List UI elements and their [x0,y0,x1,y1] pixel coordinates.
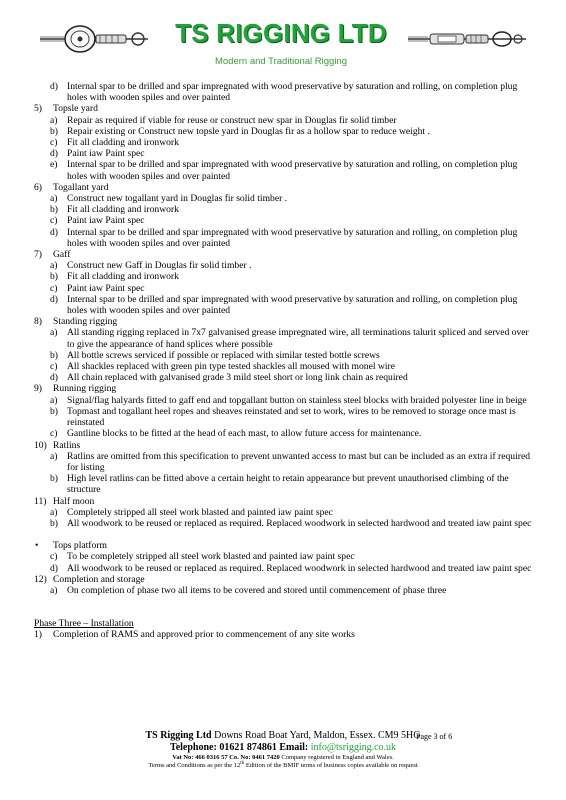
item-marker: b) [50,473,58,485]
section-heading [34,440,532,451]
bullet-marker: • [35,540,39,552]
item-text: Repair existing or Construct new topsle yard in Douglas fir as a hollow spar to reduce weight . [67,125,430,137]
item-text: Ratlins are omitted from this specification to prevent unwanted access to mast but can be included as an extra if required for listing [67,450,531,473]
list-item [34,204,532,215]
section-heading [34,574,532,585]
list-item [34,473,532,495]
item-text: Paint iaw Paint spec [67,282,145,294]
section-title: Ratlins [53,439,81,451]
item-text: All shackles replaced with green pin type tested shackles all moused with monel wire [67,361,395,373]
list-item [34,361,532,372]
item-text: Completely stripped all steel work blasted and painted iaw paint spec [67,506,333,518]
list-item [34,126,532,137]
section-heading [34,383,532,394]
item-text: Fit all cladding and ironwork [67,271,179,283]
list-item [34,395,532,406]
list-item [34,406,532,428]
item-marker: d) [50,226,58,238]
item-text: High level ratlins can be fitted above a certain height to retain appearance but prevent unauthorised climbing of the structure [67,473,509,496]
item-marker: a) [50,260,58,272]
item-marker: a) [50,114,58,126]
item-marker: a) [50,394,58,406]
item-marker: a) [50,327,58,339]
list-item [34,350,532,361]
section-title: Gaff [53,249,71,261]
specification-list [34,81,532,641]
bullet-heading [34,540,532,551]
item-text: Signal/flag halyards fitted to gaff end and topgallant button on stainless steel blocks with braided polyester line in beige [67,394,527,406]
item-text: To be completely stripped all steel work blasted and painted iaw paint spec [67,551,355,563]
section-number: 12) [34,573,47,585]
section-heading [34,182,532,193]
section-number: 8) [34,316,42,328]
item-marker: e) [50,159,58,171]
rigging-block-icon [40,24,148,54]
item-text: All woodwork to be reused or replaced as required. Replaced woodwork in selected hardwood and treated iaw paint spec [67,562,532,574]
item-marker: d) [50,293,58,305]
company-tagline: Modern and Traditional Rigging [214,56,348,67]
item-marker: c) [50,137,58,149]
item-text: Repair as required if viable for reuse or construct new spar in Douglas fir solid timber [67,114,397,126]
item-text: Paint iaw Paint spec [67,148,145,160]
footer-contact-line [0,742,566,754]
item-text: All woodwork to be reused or replaced as required. Replaced woodwork in selected hardwood and treated iaw paint spec [67,517,532,529]
item-marker: c) [50,428,58,440]
item-marker: b) [50,125,58,137]
item-text: Internal spar to be drilled and spar impregnated with wood preservative by saturation and rolling, on completion plug holes with wooden spiles and over painted [67,159,518,182]
list-item [34,271,532,282]
phase-heading [34,618,532,629]
spacer [34,607,532,618]
item-marker: b) [50,405,58,417]
section-heading [34,629,532,640]
section-heading [34,103,532,114]
email-link[interactable]: info@tsrigging.co.uk [310,742,397,753]
item-marker: d) [50,81,58,92]
list-item [34,585,532,596]
item-marker: c) [50,282,58,294]
section-title: Togallant yard [53,181,109,193]
section-number: 6) [34,181,42,193]
item-text: Internal spar to be drilled and spar impregnated with wood preservative by saturation and rolling, on completion plug holes with wooden spiles and over painted [67,81,518,104]
item-text: Topmast and togallant heel ropes and sheaves reinstated and set to work, wires to be removed to storage once mast is reinstated [67,405,516,429]
list-item [34,372,532,383]
list-item [34,507,532,518]
section-number: 5) [34,103,42,115]
list-item [34,159,532,181]
item-text: Fit all cladding and ironwork [67,204,179,216]
item-marker: c) [50,551,58,563]
spacer [34,529,532,540]
item-marker: d) [50,372,58,384]
section-heading [34,249,532,260]
item-text: All chain replaced with galvanised grade 3 mild steel short or long link chain as required [67,372,408,384]
page-footer [0,730,566,770]
list-item [34,81,532,103]
list-item [34,260,532,271]
footer-terms-line [0,762,566,770]
item-marker: a) [50,584,58,596]
item-text: Construct new togallant yard in Douglas fir solid timber . [67,193,288,205]
item-marker: a) [50,450,58,462]
list-item [34,193,532,204]
list-item [34,115,532,126]
footer-address-line [0,730,566,742]
section-title: Completion and storage [53,573,145,585]
registration-text: Company registered in England and Wales. [281,754,394,761]
item-marker: b) [50,271,58,283]
list-item [34,148,532,159]
item-text: Internal spar to be drilled and spar impregnated with wood preservative by saturation and rolling, on completion plug holes with wooden spiles and over painted [67,226,518,249]
list-item [34,551,532,562]
section-number: 7) [34,249,42,261]
item-marker: a) [50,506,58,518]
item-marker: b) [50,204,58,216]
section-number: 10) [34,439,47,451]
telephone-number: 01621 874861 [219,742,277,753]
section-heading [34,316,532,327]
item-marker: a) [50,193,58,205]
section-title: Running rigging [53,383,117,395]
list-item [34,451,532,473]
terms-text-end: Edition of the BMIF terms of business copies available on request [245,762,418,769]
phase-title: Phase Three – Installation [34,618,134,630]
page-number: Page 3 of 6 [416,732,453,741]
email-label: Email: [279,742,309,753]
list-item [34,563,532,574]
section-title: Completion of RAMS and approved prior to commencement of any site works [53,629,355,641]
section-heading [34,496,532,507]
list-item [34,283,532,294]
footer-company: TS Rigging Ltd [145,730,212,741]
footer-registration-line [0,754,566,762]
item-text: On completion of phase two all items to be covered and stored until commencement of phase three [67,584,447,596]
section-number: 1) [34,629,42,641]
item-marker: b) [50,349,58,361]
item-text: Paint iaw Paint spec [67,215,145,227]
item-text: Internal spar to be drilled and spar impregnated with wood preservative by saturation and rolling, on completion plug holes with wooden spiles and over painted [67,293,518,317]
item-marker: b) [50,517,58,529]
telephone-label: Telephone: [169,742,217,753]
list-item [34,137,532,148]
company-name: TS RIGGING LTD [175,18,387,48]
list-item [34,215,532,226]
list-item [34,294,532,316]
item-text: All standing rigging replaced in 7x7 galvanised grease impregnated wire, all terminations talurit spliced and served over to give the appearance of hand splices where possible [67,327,529,350]
item-text: Construct new Gaff in Douglas fir solid timber . [67,260,252,272]
item-text: All bottle screws serviced if possible or replaced with similar tested bottle screws [67,349,380,361]
item-marker: c) [50,361,58,373]
list-item [34,518,532,529]
letterhead [0,0,566,78]
item-marker: c) [50,215,58,227]
item-marker: d) [50,562,58,574]
terms-superscript: th [240,760,245,766]
section-title: Half moon [53,495,95,507]
list-item [34,428,532,439]
section-title: Topsle yard [53,103,98,115]
terms-text-start: Terms and Conditions as per the 12 [148,762,241,769]
section-title: Standing rigging [53,316,118,328]
vat-number: Vat No: 466 0316 57 Co. No: 0461 7420 [172,754,280,761]
section-number: 11) [34,495,47,507]
list-item [34,327,532,349]
footer-address: Downs Road Boat Yard, Maldon, Essex. CM9 5HG [214,730,421,741]
bullet-title: Tops platform [53,540,107,552]
item-text: Fit all cladding and ironwork [67,137,179,149]
spacer [34,596,532,607]
section-number: 9) [34,383,42,395]
item-marker: d) [50,148,58,160]
item-text: Gantline blocks to be fitted at the head of each mast, to allow future access for maintenance. [67,428,422,440]
turnbuckle-icon [408,26,526,52]
list-item [34,227,532,249]
